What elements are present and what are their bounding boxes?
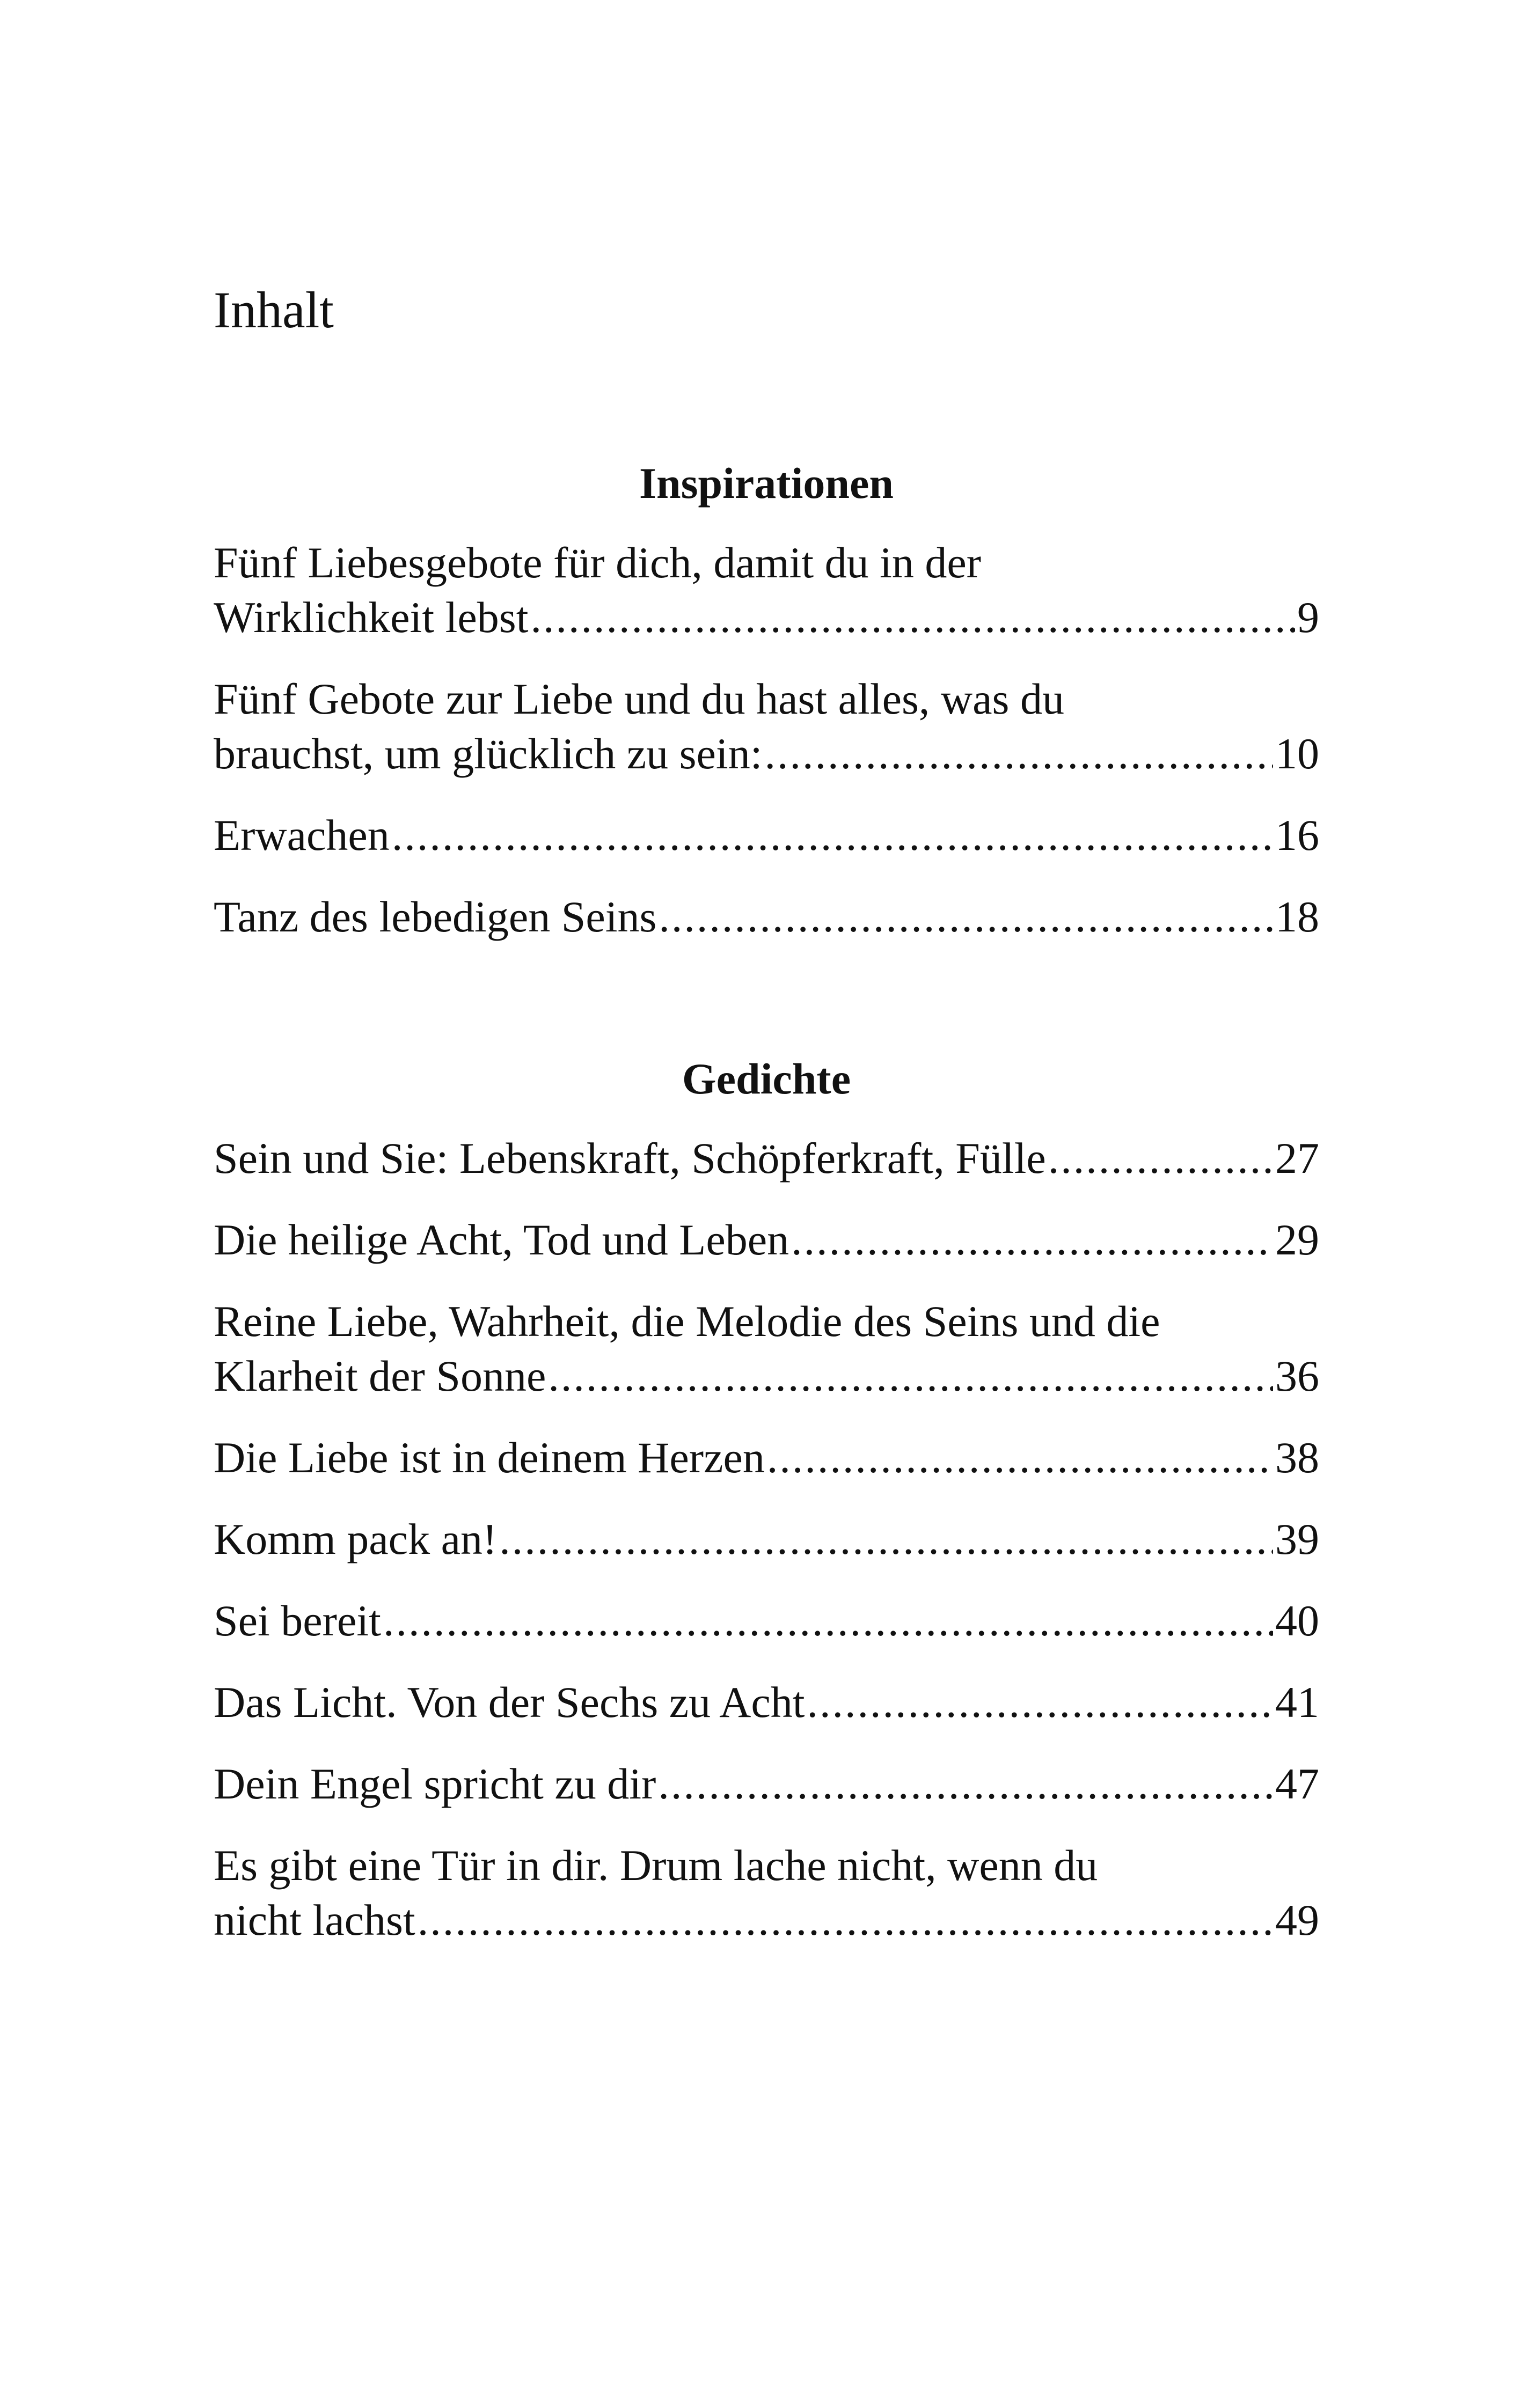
toc-page-number: 29 <box>1275 1215 1319 1264</box>
toc-entry-title-line: Es gibt eine Tür in dir. Drum lache nicht, wenn du <box>214 1841 1098 1890</box>
toc-entry[interactable] <box>214 1838 1319 1948</box>
toc-entry[interactable] <box>214 535 1319 645</box>
toc-entry-title: Komm pack an! <box>214 1515 498 1563</box>
page-title: Inhalt <box>214 281 334 339</box>
toc-entry-title: Die heilige Acht, Tod und Leben <box>214 1215 789 1264</box>
toc-entry-title: brauchst, um glücklich zu sein: <box>214 729 763 778</box>
dot-leader <box>418 1893 1273 1948</box>
table-of-contents <box>214 461 1319 1974</box>
dot-leader <box>791 1213 1273 1267</box>
toc-entry-title: Tanz des lebedigen Seins <box>214 892 657 941</box>
toc-entry[interactable] <box>214 672 1319 781</box>
dot-leader <box>531 590 1296 645</box>
toc-page-number: 27 <box>1275 1134 1319 1183</box>
toc-page-number: 36 <box>1275 1352 1319 1400</box>
toc-page-number: 38 <box>1275 1433 1319 1482</box>
toc-entry[interactable] <box>214 1757 1319 1811</box>
toc-entry-title-line: Fünf Liebesgebote für dich, damit du in der <box>214 538 982 587</box>
toc-entry[interactable] <box>214 1131 1319 1186</box>
section-heading-gedichte: Gedichte <box>682 1054 851 1103</box>
toc-entry[interactable] <box>214 1594 1319 1648</box>
dot-leader <box>499 1512 1273 1567</box>
dot-leader <box>659 890 1273 944</box>
toc-entry-title-line: Fünf Gebote zur Liebe und du hast alles, was du <box>214 674 1064 723</box>
toc-page-number: 39 <box>1275 1515 1319 1563</box>
toc-entry[interactable] <box>214 808 1319 863</box>
toc-entry-title: Das Licht. Von der Sechs zu Acht <box>214 1678 805 1727</box>
toc-entry[interactable] <box>214 1675 1319 1730</box>
toc-page-number: 47 <box>1275 1759 1319 1808</box>
dot-leader <box>767 1430 1273 1485</box>
toc-entry-title: Erwachen <box>214 811 390 860</box>
toc-entry-title: Klarheit der Sonne <box>214 1352 546 1400</box>
dot-leader <box>383 1594 1273 1648</box>
toc-page-number: 18 <box>1275 892 1319 941</box>
toc-page-number: 9 <box>1297 593 1319 642</box>
toc-page-number: 10 <box>1275 729 1319 778</box>
dot-leader <box>764 726 1273 781</box>
dot-leader <box>548 1349 1273 1404</box>
toc-page-number: 41 <box>1275 1678 1319 1727</box>
toc-page-number: 49 <box>1275 1896 1319 1944</box>
toc-entry[interactable] <box>214 1213 1319 1267</box>
dot-leader <box>807 1675 1273 1730</box>
dot-leader <box>1048 1131 1273 1186</box>
toc-entry[interactable] <box>214 890 1319 944</box>
toc-entry[interactable] <box>214 1512 1319 1567</box>
toc-entry-title: Die Liebe ist in deinem Herzen <box>214 1433 765 1482</box>
toc-entry[interactable] <box>214 1430 1319 1485</box>
toc-entry-title: Sein und Sie: Lebenskraft, Schöpferkraft, Fülle <box>214 1134 1046 1183</box>
toc-entry-title: nicht lachst <box>214 1896 415 1944</box>
toc-entry-title-line: Reine Liebe, Wahrheit, die Melodie des Seins und die <box>214 1297 1160 1346</box>
toc-entry-title: Dein Engel spricht zu dir <box>214 1759 656 1808</box>
dot-leader <box>392 808 1273 863</box>
toc-entry-title: Sei bereit <box>214 1596 381 1645</box>
toc-entry-title: Wirklichkeit lebst <box>214 593 529 642</box>
section-heading-inspirationen: Inspirationen <box>639 459 894 508</box>
toc-entry[interactable] <box>214 1294 1319 1404</box>
dot-leader <box>658 1757 1273 1811</box>
toc-page-number: 16 <box>1275 811 1319 860</box>
toc-page-number: 40 <box>1275 1596 1319 1645</box>
